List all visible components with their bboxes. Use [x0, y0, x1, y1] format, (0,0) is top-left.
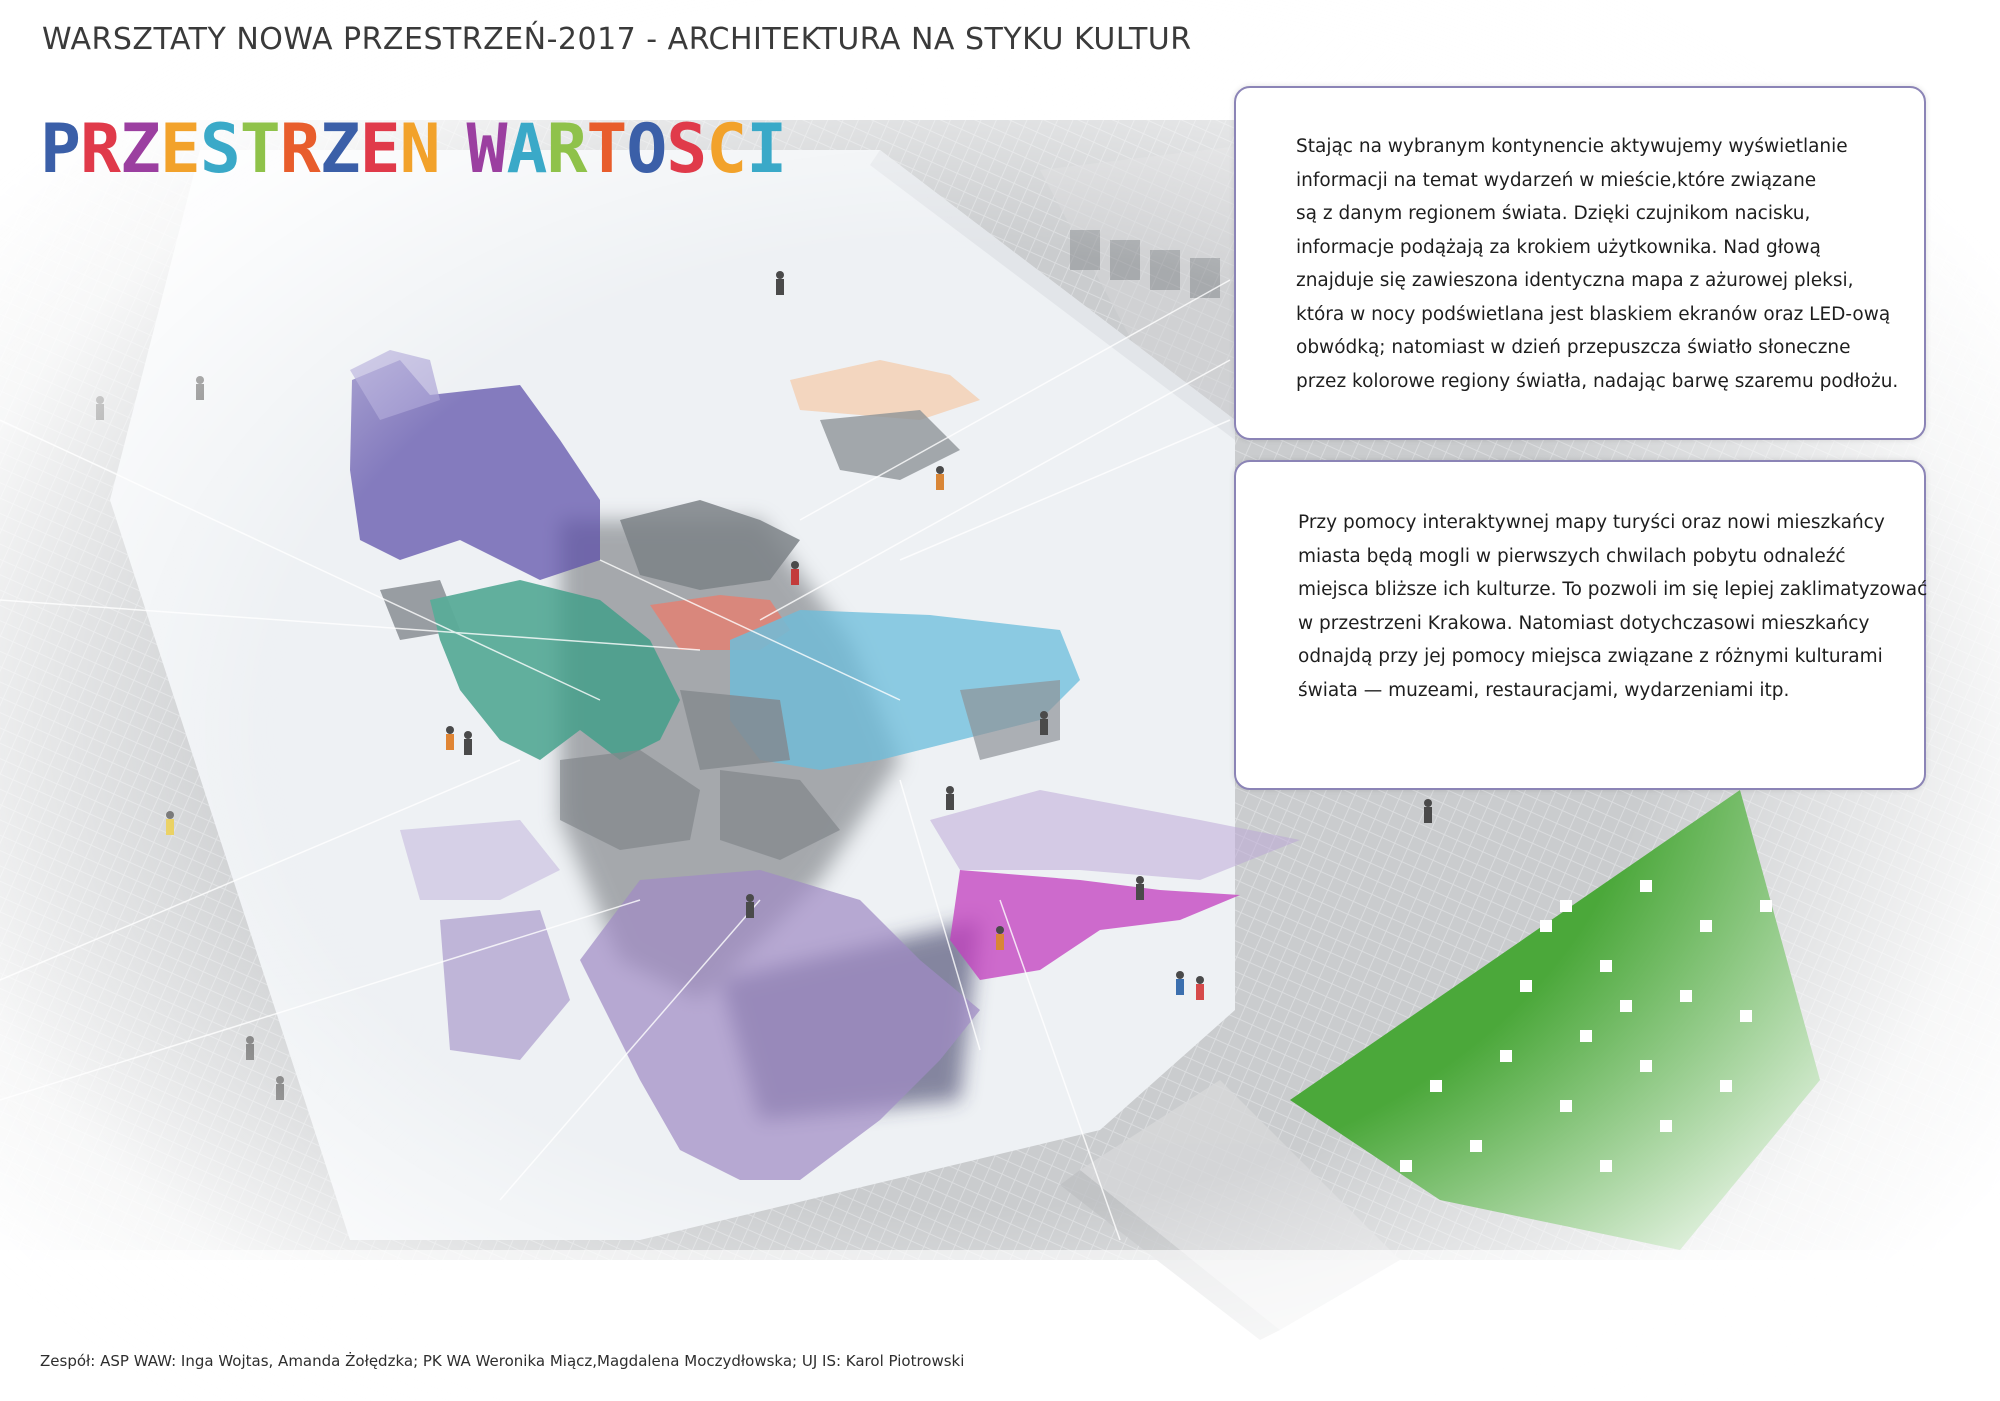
- card-text-line: Przy pomocy interaktywnej mapy turyści oraz nowi mieszkańcy: [1298, 512, 1885, 533]
- card-text-line: miasta będą mogli w pierwszych chwilach pobytu odnaleźć: [1298, 545, 1846, 567]
- logo-letter: N: [399, 110, 439, 189]
- card-text-line: informacji na temat wydarzeń w mieście,które związane: [1296, 169, 1817, 191]
- logo-letter: R: [79, 110, 119, 189]
- logo-gap: [440, 115, 466, 185]
- header-title: WARSZTATY NOWA PRZESTRZEŃ-2017 - ARCHITEKTURA NA STYKU KULTUR: [42, 22, 1192, 57]
- logo-letter: T: [586, 110, 626, 189]
- info-card-sensors: [1234, 86, 1926, 440]
- logo-letter: R: [546, 110, 586, 189]
- project-logo: [40, 110, 786, 189]
- card-text-line: są z danym regionem świata. Dzięki czujnikom nacisku,: [1296, 203, 1811, 224]
- card-text-line: Stając na wybranym kontynencie aktywujemy wyświetlanie: [1296, 136, 1848, 157]
- logo-letter: W: [466, 110, 506, 189]
- card-text-line: informacje podążają za krokiem użytkownika. Nad głową: [1296, 236, 1821, 258]
- card-text-line: miejsca bliższe ich kulturze. To pozwoli im się lepiej zaklimatyzować: [1298, 579, 1928, 600]
- logo-letter: Z: [119, 110, 159, 189]
- logo-letter: S: [666, 110, 706, 189]
- logo-letter: P: [40, 110, 79, 189]
- logo-letter: S: [199, 110, 239, 189]
- logo-letter: E: [159, 110, 199, 189]
- team-credits: Zespół: ASP WAW: Inga Wojtas, Amanda Żołędzka; PK WA Weronika Miącz,Magdalena Moczydłowska; UJ IS: Karol Piotrowski: [40, 1352, 965, 1370]
- info-card-tourists: [1234, 460, 1926, 790]
- logo-letter: Z: [319, 110, 359, 189]
- card-text-line: w przestrzeni Krakowa. Natomiast dotychczasowi mieszkańcy: [1298, 612, 1870, 634]
- logo-letter: E: [359, 110, 399, 189]
- card-text-line: znajduje się zawieszona identyczna mapa z ażurowej pleksi,: [1296, 270, 1854, 291]
- card-text-line: przez kolorowe regiony światła, nadając barwę szaremu podłożu.: [1296, 370, 1899, 392]
- logo-letter: T: [239, 110, 279, 189]
- logo-letter: O: [626, 110, 666, 189]
- logo-letter: A: [506, 110, 546, 189]
- logo-letter: I: [746, 110, 786, 189]
- card-text-line: świata — muzeami, restauracjami, wydarzeniami itp.: [1298, 679, 1790, 701]
- logo-letter: R: [279, 110, 319, 189]
- logo-letter: C: [706, 110, 746, 189]
- card-text-line: która w nocy podświetlana jest blaskiem ekranów oraz LED-ową: [1296, 303, 1891, 325]
- card-text-line: obwódką; natomiast w dzień przepuszcza światło słoneczne: [1296, 337, 1851, 358]
- card-text-line: odnajdą przy jej pomocy miejsca związane z różnymi kulturami: [1298, 646, 1883, 667]
